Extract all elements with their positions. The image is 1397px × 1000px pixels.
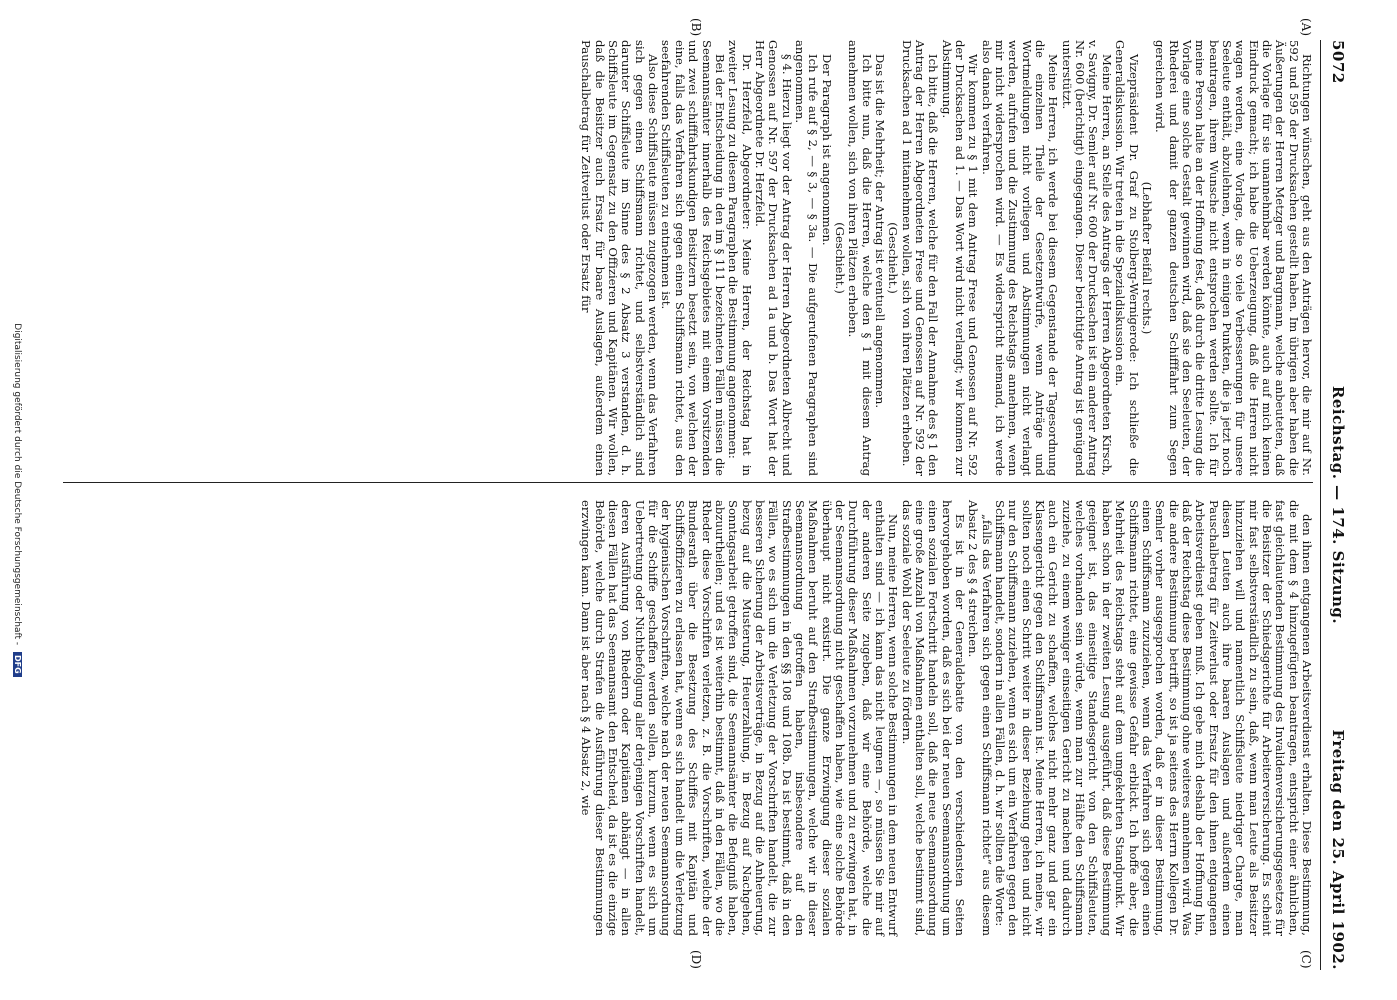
paragraph: Dr. Herzfeld, Abgeordneter: Meine Herren, der Reichstag hat in zweiter Lesung zu diesem Paragraphen die Bestimmung angenommen:: [726, 40, 754, 476]
paragraph: Es ist in der Generaldebatte von den verschiedensten Seiten hervorgehoben worden, daß es sich bei der neuen Seemannsordnung um einen sozialen Fortschritt handeln soll, daß die neue Seemannsordnung eine große Anzahl von Maßnahmen enthalten soll, welche bestimmt sind, das soziale Wohl der Seeleute zu fördern.: [899, 500, 968, 936]
paragraph: Vizepräsident Dr. Graf zu Stolberg-Wernigerode: Ich schließe die Generaldiskussion. Wir treten in die Spezialdiskussion ein.: [1113, 40, 1141, 476]
right-column: [579, 500, 1313, 936]
quotation: „falls das Verfahren sich gegen einen Schiffsmann richtet“ aus diesem Absatz 2 des § 4 streichen.: [966, 500, 994, 936]
paragraph: Meine Herren, ich werde bei diesem Gegenstande der Tagesordnung die einzelnen Theile der Gesetzentwürfe, wenn Anträge und Wortmeldungen nicht vorliegen und Abstimmungen nicht verlangt werden, aufrufen und die Zustimmung des Reichstags annehmen, wenn mir nicht widersprochen wird. — Es widerspricht niemand, ich werde also danach verfahren.: [979, 40, 1061, 476]
stage-direction: (Geschieht.): [886, 222, 901, 294]
paragraph: Meine Herren, an Stelle des Antrags der Herren Abgeordneten Kirsch, v. Savigny, Dr. Semler auf Nr. 600 der Drucksachen ist ein anderer Antrag Nr. 600 (berichtigt) eingegangen. Dieser berichtigte Antrag ist genügend unterstützt.: [1059, 40, 1114, 476]
left-column: [579, 40, 1313, 476]
paragraph: Ich bitte, daß die Herren, welche für den Fall der Annahme des § 1 den Antrag der Herren Abgeordneten Frese und Genossen auf Nr. 592 der Drucksachen ad 1 mitannehmen wollen, sich von ihren Plätzen erheben.: [899, 40, 941, 476]
paragraph: Das ist die Mehrheit; der Antrag ist eventuell angenommen.: [873, 54, 887, 409]
margin-mark-b: (B): [689, 18, 703, 37]
session-date: Freitag den 25. April 1902.: [1329, 729, 1347, 970]
stage-direction: (Geschieht.): [832, 222, 847, 294]
running-title: Reichstag. — 174. Sitzung.: [1329, 385, 1347, 625]
dfg-logo: DFG: [13, 652, 22, 677]
paragraph: Der Paragraph ist angenommen.: [819, 54, 834, 246]
margin-mark-d: (D): [689, 950, 703, 969]
paragraph: Ich rufe auf § 2, — § 3, — § 3a. — Die aufgerufenen Paragraphen sind angenommen.: [792, 40, 821, 476]
margin-mark-a: (A): [1299, 18, 1313, 37]
paragraph: Nun, meine Herren, wenn solche Bestimmungen in dem neuen Entwurf enthalten sind — ich kann das nicht leugnen —, so müssen Sie mir auf der anderen Seite zugeben, daß wir eine Behörde, welche die Durchführung dieser Maßnahmen vorzunehmen und zu erzwingen hat, in der Seemannsordnung nicht geschaffen haben, wie eine solche Behörde überhaupt nicht existirt. Die ganze Erzwingung dieser sozialen Maßnahmen beruht auf den Strafbestimmungen, welche wir in dieser Seemannsordnung getroffen haben, insbesondere auf den Strafbestimmungen in den §§ 108 und 108b. Da ist bestimmt, daß in den Fällen, wo es sich um die Verletzung der Vorschriften handelt, die zur besseren Sicherung der Arbeitsverträge, in Bezug auf die Anheuerung, bezug auf die Musterung, Heuerzahlung, in Bezug auf Nachgehen, Sonntagsarbeit getroffen sind, die Seemannsämter die Befugniß haben, abzuurtheilen; und es ist weiterhin bestimmt, daß in den Fällen, wo die Rheder diese Vorschriften verletzen, z. B. die Vorschriften, welche der Bundesrath über die Besetzung des Schiffes mit Kapitän und Schiffsoffizieren zu erlassen hat, wenn es sich handelt um die Verletzung der hygienischen Vorschriften, welche nach der neuen Seemannsordnung für die Schiffe geschaffen werden sollen, kurzum, wenn es sich um Uebertretung oder Nichtbefolgung aller derjenigen Vorschriften handelt, deren Ausführung von Rhedern oder Kapitänen abhängt — in allen diesen Fällen hat das Seemannsamt den Entscheid, da ist es die einzige Behörde, welche durch Strafen die Ausführung dieser Bestimmungen erzwingen kann. Dann ist aber nach § 4 Absatz 2, wie: [579, 500, 901, 936]
header-rule: [1320, 40, 1321, 970]
page-number: 5072: [1329, 40, 1347, 84]
paragraph: den ihnen entgangenen Arbeitsverdienst erhalten. Diese Bestimmung, die mit dem § 4 hinzugefügten beantragen, entspricht einer ähnlichen, fast gleichlautenden Bestimmung des Invalidenversicherungsgesetzes für die Beisitzer der Schiedsgerichte für Arbeiterversicherung. Es scheint mir fast selbstverständlich zu sein, daß, wenn man Leute als Beisitzer hinzuziehen will und namentlich Schiffsleute niedriger Charge, man diesen Leuten auch ihre baaren Auslagen und außerdem einen Pauschalbetrag für Zeitverlust oder Ersatz für den ihnen entgangenen Arbeitsverdienst geben muß. Ich gebe mich deshalb der Hoffnung hin, daß der Reichstag diese Bestimmung ohne weiteres annehmen wird. Was die andere Bestimmung betrifft, so ist ja seitens des Herrn Kollegen Dr. Semler vorher ausgesprochen worden, daß er in dieser Bestimmung, einen Schiffsmann zuzuziehen, wenn das Verfahren sich gegen einen Schiffsmann richtet, eine gewisse Gefahr erblickt. Ich hoffe aber, die Mehrheit des Reichstags steht auf dem umgekehrten Standpunkt. Wir haben schon in der zweiten Lesung ausgeführt, daß diese Bestimmung geeignet ist, das einseitige Standesgericht von den Schiffsleuten, welches vorhanden sein würde, wenn man zur Hälfte den Schiffsmann zuziehe, zu einem weniger einseitigen Gericht zu machen und dadurch auch ein Gericht zu schaffen, welches nicht mehr ganz und gar ein Klassengericht gegen den Schiffsmann ist. Meine Herren, ich meine, wir sollten noch einen Schritt weiter in dieser Beziehung gehen und nicht nur den Schiffsmann zuziehen, wenn es sich um ein Verfahren gegen den Schiffsmann handelt, sondern in allen Fällen, d. h. wir sollten die Worte:: [993, 500, 1314, 936]
column-divider: [63, 482, 1313, 483]
page-header: [1325, 40, 1347, 970]
paragraph: § 4. Hierzu liegt vor der Antrag der Herren Abgeordneten Albrecht und Genossen auf Nr. 597 der Drucksachen ad 1a und b. Das Wort hat der Herr Abgeordnete Dr. Herzfeld.: [752, 40, 794, 476]
stage-direction: (Lebhafter Beifall rechts.): [1139, 181, 1154, 335]
paragraph: Richtungen wünschen, geht aus den Anträgen hervor, die mir auf Nr. 592 und 595 der Drucksachen gestellt haben. Im übrigen aber haben die Äußerungen der Herren Metzger und Bargmann, welche anbeuteten, daß die Vorlage für sie unannehmbar werden könnte, auch auf mich keinen Eindruck gemacht; ich habe die Ueberzeugung, daß die Herren nicht wagen werden, eine Vorlage, die so viele Verbesserungen für unsere Seeleute enthält, abzulehnen, wenn in einigen Punkten, die ja jetzt noch beantragen, ihrem Wunsche nicht entsprochen werden sollte. Ich für meine Person halte an der Hoffnung fest, daß durch die dritte Lesung die Vorlage eine solche Gestalt gewinnen wird, daß sie den Seeleuten, der Rhederei und damit der ganzen deutschen Schifffahrt zum Segen gereichen wird.: [1153, 40, 1314, 476]
quotation: Bei der Entscheidung in den im § 111 bezeichneten Fällen müssen die Seemannsämter innerhalb des Reichsgebietes mit einem Vorsitzenden und zwei schifffahrtskundigen Beisitzern besetzt sein, von welchen der eine, falls das Verfahren sich gegen einen Schiffsmann richtet, aus den seefahrenden Schiffsleuten zu entnehmen ist.: [659, 40, 727, 476]
paragraph: Also diese Schiffsleute müssen zugezogen werden, wenn das Verfahren sich gegen einen Schiffsmann richtet, und selbstverständlich sind darunter Schiffsleute im Sinne des § 2 Absatz 3 verstanden, d. h. Schiffsleute im Gegensatz zu den Offizieren und Kapitänen. Wir wollen, daß die Beisitzer auch Ersatz für baare Auslagen, außerdem einen Pauschalbetrag für Zeitverlust oder Ersatz für: [579, 40, 661, 476]
footer-text: Digitalisierung gefördert durch die Deutsche Forschungsgemeinschaft -: [12, 323, 22, 646]
digitization-footer: [12, 0, 22, 1000]
paragraph: Wir kommen zu § 1 mit dem Antrag Frese und Genossen auf Nr. 592 der Drucksachen ad 1. — Das Wort wird nicht verlangt; wir kommen zur Abstimmung.: [939, 40, 981, 476]
paragraph: Ich bitte nun, daß die Herren, welche den § 1 mit diesem Antrag annehmen wollen, sich von ihren Plätzen erheben.: [846, 40, 874, 476]
margin-mark-c: (C): [1299, 950, 1313, 969]
